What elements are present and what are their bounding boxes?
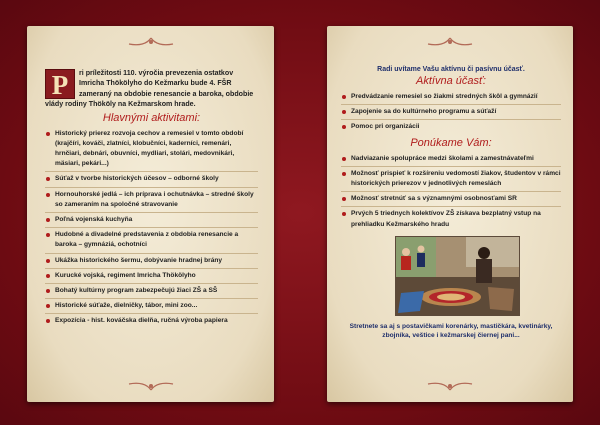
list-item (45, 172, 258, 187)
list-item-text: Súťaž v tvorbe historických účesov – odborné školy (55, 175, 219, 183)
bullet-icon (46, 177, 50, 181)
bullet-icon (46, 132, 50, 136)
left-card (27, 26, 274, 402)
bullet-icon (342, 157, 346, 161)
bullet-icon (46, 259, 50, 263)
list-item (341, 120, 561, 134)
ornament-icon (121, 36, 181, 50)
bullet-icon (46, 289, 50, 293)
craft-photo (395, 236, 520, 316)
ornament-icon (420, 378, 480, 392)
bullet-icon (46, 233, 50, 237)
ornament-icon (121, 378, 181, 392)
list-item-text: Ukážka historického šermu, dobývanie hradnej brány (55, 256, 223, 264)
list-item (45, 299, 258, 314)
list-item (45, 213, 258, 228)
list-item-text: Hornouhorské jedlá – ich príprava i ochutnávka – stredné školy so zameraním na spoločné stravovanie (55, 190, 254, 208)
list-item (341, 105, 561, 120)
main-activities-heading: Hlavnými aktivitami: (102, 111, 201, 124)
craft-photo-illustration (396, 237, 519, 315)
main-activities-list (45, 127, 258, 329)
list-item-text: Možnosť stretnúť sa s významnými osobnosťami SR (351, 195, 517, 203)
intro-paragraph (45, 68, 258, 110)
list-item (45, 284, 258, 299)
list-item (45, 314, 258, 328)
list-item (341, 152, 561, 167)
right-card (327, 26, 573, 402)
list-item-text: Predvádzanie remesiel so žiakmi stredných škôl a gymnázií (351, 93, 538, 100)
list-item (45, 188, 258, 213)
list-item-text: Nadviazanie spolupráce medzi školami a zamestnávateľmi (351, 154, 534, 162)
list-item-text: Bohatý kultúrny program zabezpečujú žiaci ZŠ a SŠ (55, 287, 218, 295)
list-item-text: Hudobné a divadelné predstavenia z obdobia renesancie a baroka – gymnáziá, ochotníci (55, 231, 239, 249)
ornament-icon (420, 36, 480, 50)
list-item (45, 127, 258, 173)
list-item-text: Historické súťaže, dielničky, tábor, mini zoo... (55, 302, 198, 310)
bullet-icon (342, 110, 346, 114)
bullet-icon (46, 274, 50, 278)
list-item-text: Prvých 5 triednych kolektívov ZŠ získava bezplatný vstup na prehliadku Kežmarského hradu (351, 210, 541, 228)
list-item (341, 192, 561, 207)
dropcap-letter: P (45, 69, 75, 99)
list-item-text: Pomoc pri organizácii (351, 123, 420, 131)
bullet-icon (46, 218, 50, 222)
closing-text: Stretnete sa aj s postavičkami korenárky, mastičkára, kvetinárky, zbojníka, veštice i kežmarskej čiernej pani... (349, 322, 553, 340)
bullet-icon (342, 125, 346, 129)
list-item-text: Zapojenie sa do kultúrneho programu a súťaží (351, 108, 497, 116)
list-item (45, 269, 258, 284)
list-item (45, 254, 258, 269)
intro-text: ri príležitosti 110. výročia prevezenia ostatkov Imricha Thökölyho do Kežmarku bude 4. FŠR zameraný na obdobie renesancie a baroka, obdobie vlády rodiny Thököly na Kežmarskom hrade. (45, 69, 254, 109)
active-participation-list (341, 90, 561, 135)
list-item (45, 228, 258, 253)
bullet-icon (46, 319, 50, 323)
bullet-icon (46, 304, 50, 308)
list-item-text: Kurucké vojská, regiment Imricha Thökölyho (55, 271, 196, 279)
list-item (341, 207, 561, 231)
we-offer-list (341, 152, 561, 232)
active-participation-heading: Aktívna účasť: (416, 75, 486, 87)
list-item (341, 167, 561, 192)
list-item-text: Historický prierez rozvoja cechov a remesiel v tomto období (krajčíri, kováči, zlatníci, klobučníci, kaderníci, remenári, hrnčiari, debnári, obuvníci, mydliari, stolári, medovnikári, mäsiari, pekári...) (55, 129, 244, 168)
lead-text: Radi uvítame Vašu aktívnu či pasívnu účasť. (377, 66, 525, 73)
list-item-text: Možnosť prispieť k rozšíreniu vedomostí žiakov, študentov v rámci historických prierezov v jednotlivých remeslách (351, 169, 561, 188)
list-item (341, 90, 561, 105)
we-offer-heading: Ponúkame Vám: (410, 136, 492, 149)
bullet-icon (342, 172, 346, 176)
list-item-text: Poľná vojenská kuchyňa (55, 216, 133, 224)
bullet-icon (46, 193, 50, 197)
bullet-icon (342, 212, 346, 216)
bullet-icon (342, 197, 346, 201)
list-item-text: Expozícia - hist. kováčska dielňa, ručná výroba papiera (55, 317, 228, 325)
bullet-icon (342, 95, 346, 99)
